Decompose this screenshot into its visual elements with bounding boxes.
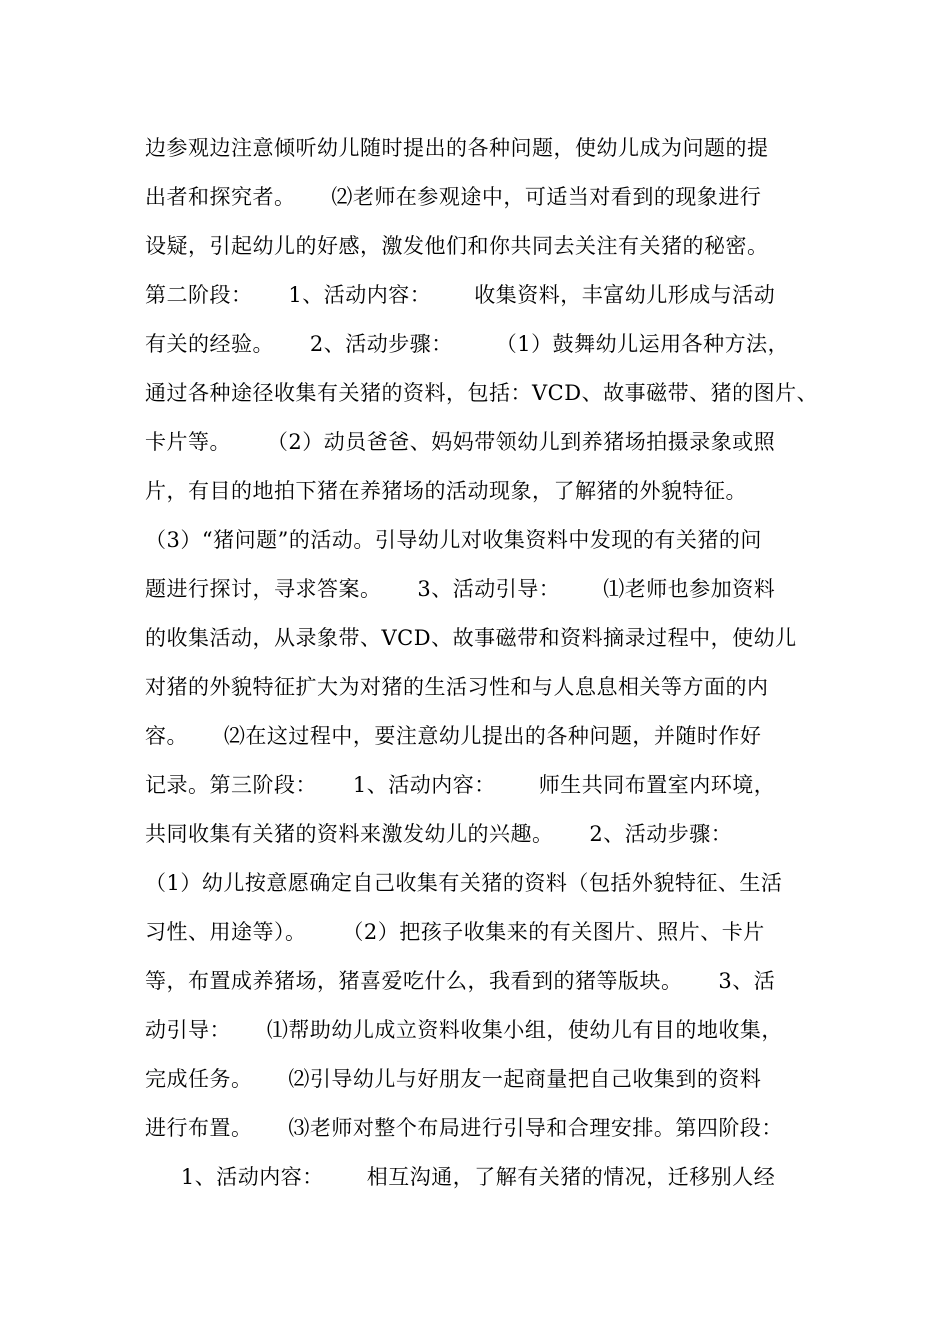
text-line-12: 对猪的外貌特征扩大为对猪的生活习性和与人息息相关等方面的内 [145, 675, 769, 699]
text-line-6: 通过各种途径收集有关猪的资料，包括：VCD、故事磁带、猪的图片、 [145, 381, 819, 405]
text-line-4: 第二阶段： 1、活动内容： 收集资料，丰富幼儿形成与活动 [145, 283, 776, 307]
text-line-20: 完成任务。 ⑵引导幼儿与好朋友一起商量把自己收集到的资料 [145, 1067, 762, 1091]
text-line-14: 记录。第三阶段： 1、活动内容： 师生共同布置室内环境， [145, 773, 776, 797]
text-line-18: 等，布置成养猪场，猪喜爱吃什么，我看到的猪等版块。 3、活 [145, 969, 776, 993]
text-line-3: 设疑，引起幼儿的好感，激发他们和你共同去关注有关猪的秘密。 [145, 234, 769, 258]
text-line-15: 共同收集有关猪的资料来激发幼儿的兴趣。 2、活动步骤： [145, 822, 733, 846]
text-line-5: 有关的经验。 2、活动步骤： （1）鼓舞幼儿运用各种方法， [145, 332, 790, 356]
text-line-22: 1、活动内容： 相互沟通，了解有关猪的情况，迁移别人经 [145, 1165, 776, 1189]
text-line-21: 进行布置。 ⑶老师对整个布局进行引导和合理安排。第四阶段： [145, 1116, 783, 1140]
text-line-16: （1）幼儿按意愿确定自己收集有关猪的资料（包括外貌特征、生活 [145, 871, 783, 895]
text-line-1: 边参观边注意倾听幼儿随时提出的各种问题，使幼儿成为问题的提 [145, 136, 769, 160]
text-line-19: 动引导： ⑴帮助幼儿成立资料收集小组，使幼儿有目的地收集， [145, 1018, 783, 1042]
text-line-10: 题进行探讨，寻求答案。 3、活动引导： ⑴老师也参加资料 [145, 577, 776, 601]
text-line-2: 出者和探究者。 ⑵老师在参观途中，可适当对看到的现象进行 [145, 185, 762, 209]
text-line-11: 的收集活动，从录象带、VCD、故事磁带和资料摘录过程中，使幼儿 [145, 626, 797, 650]
text-line-13: 容。 ⑵在这过程中，要注意幼儿提出的各种问题，并随时作好 [145, 724, 762, 748]
text-line-9: （3）“猪问题”的活动。引导幼儿对收集资料中发现的有关猪的问 [145, 528, 762, 552]
text-line-7: 卡片等。 （2）动员爸爸、妈妈带领幼儿到养猪场拍摄录象或照 [145, 430, 776, 454]
text-line-17: 习性、用途等）。 （2）把孩子收集来的有关图片、照片、卡片 [145, 920, 765, 944]
text-line-8: 片，有目的地拍下猪在养猪场的活动现象，了解猪的外貌特征。 [145, 479, 747, 503]
